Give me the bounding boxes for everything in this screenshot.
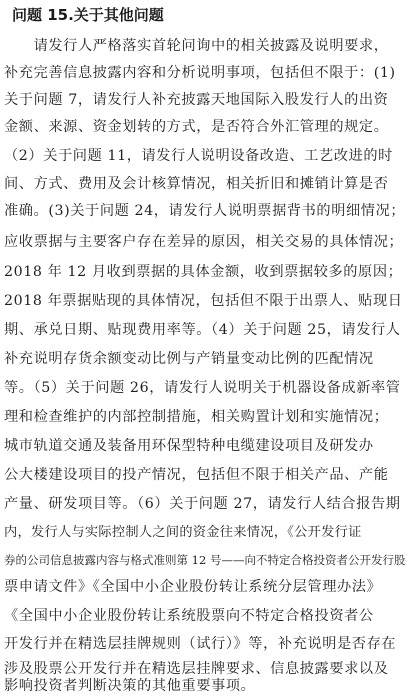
body-line: 补充说明存货余额变动比例与产销量变动比例的匹配情况 [4,351,374,367]
body-line: 补充完善信息披露内容和分析说明事项，包括但不限于：(1) [4,65,396,81]
body-line: 城市轨道交通及装备用环保型特种电缆建设项目及研发办 [4,438,374,454]
body-line: 等。（5）关于问题 26，请发行人说明关于机器设备成新率管 [4,380,401,396]
body-line: （2）关于问题 11，请发行人说明设备改造、工艺改进的时 [4,148,393,164]
body-line: 期、承兑日期、贴现费用率等。（4）关于问题 25，请发行人 [4,322,401,338]
section-heading: 问题 15.关于其他问题 [12,6,164,24]
body-line: 内，发行人与实际控制人之间的资金往来情况，《公开发行证 [4,525,362,540]
body-line: 2018 年 12 月收到票据的具体金额，收到票据较多的原因； [4,264,403,280]
body-line: 票申请文件》《全国中小企业股份转让系统分层管理办法》 [4,579,382,595]
body-line: 间、方式、费用及会计核算情况，相关折旧和摊销计算是否 [4,176,389,192]
document-page [4,0,412,694]
body-line: 公大楼建设项目的投产情况，包括但不限于相关产品、产能 [4,467,389,483]
body-line: 《全国中小企业股份转让系统股票向不特定合格投资者公 [4,608,374,624]
body-line: 关于问题 7，请发行人补充披露天地国际入股发行人的出资 [4,92,389,108]
body-line: 影响投资者判断决策的其他重要事项。 [4,678,256,694]
body-line: 产量、研发项目等。（6）关于问题 27，请发行人结合报告期 [4,496,401,512]
body-line: 应收票据与主要客户存在差异的原因，相关交易的具体情况； [4,234,404,250]
body-line: 券的公司信息披露内容与格式准则第 12 号——向不特定合格投资者公开发行股 [4,553,406,567]
body-line: 请发行人严格落实首轮问询中的相关披露及说明要求， [4,38,389,54]
body-line: 理和检查维护的内部控制措施，相关购置计划和实施情况； [4,409,389,425]
body-line: 涉及股票公开发行并在精选层挂牌要求、信息披露要求以及 [4,661,389,677]
body-line: 开发行并在精选层挂牌规则（试行）》等，补充说明是否存在 [4,636,397,652]
body-line: 2018 年票据贴现的具体情况，包括但不限于出票人、贴现日 [4,293,403,309]
body-line: 金额、来源、资金划转的方式，是否符合外汇管理的规定。 [4,119,389,135]
body-line: 准确。(3)关于问题 24，请发行人说明票据背书的明细情况； [4,203,406,219]
